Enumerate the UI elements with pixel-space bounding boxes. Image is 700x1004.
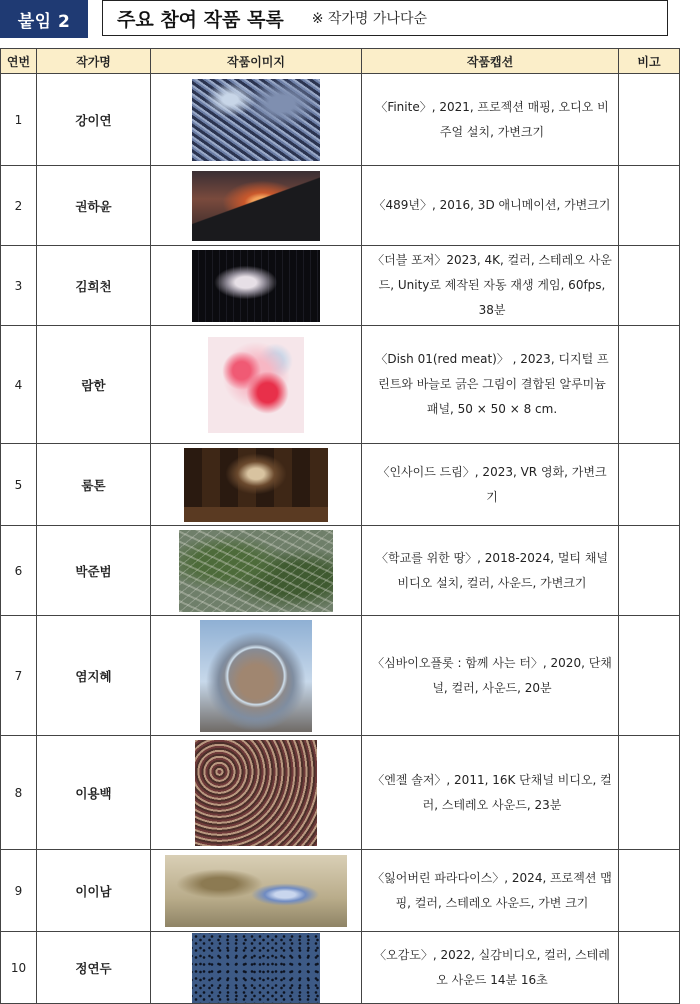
artwork-image-cell [151,326,362,444]
row-number: 6 [1,526,37,616]
artwork-image-cell [151,526,362,616]
row-number: 8 [1,736,37,850]
remarks-cell [619,74,680,166]
artwork-caption: 〈더블 포저〉2023, 4K, 컬러, 스테레오 사운드, Unity로 제작된 자동 재생 게임, 60fps, 38분 [362,246,619,326]
remarks-cell [619,736,680,850]
table-row [1,444,680,526]
table-row [1,736,680,850]
artist-name: 룸톤 [37,444,151,526]
artwork-image-cell [151,616,362,736]
artwork-caption: 〈Finite〉, 2021, 프로젝션 매핑, 오디오 비주얼 설치, 가변크기 [362,74,619,166]
artwork-image-cell [151,736,362,850]
table-row [1,526,680,616]
sort-note: ※ 작가명 가나다순 [311,11,427,27]
table-row [1,326,680,444]
artwork-caption: 〈인사이드 드림〉, 2023, VR 영화, 가변크기 [362,444,619,526]
column-header-artist: 작가명 [37,49,151,74]
row-number: 4 [1,326,37,444]
remarks-cell [619,526,680,616]
artwork-image [184,448,328,522]
row-number: 9 [1,850,37,932]
artist-name: 람한 [37,326,151,444]
row-number: 10 [1,932,37,1004]
artwork-image-cell [151,74,362,166]
column-header-image: 작품이미지 [151,49,362,74]
column-header-caption: 작품캡션 [362,49,619,74]
artwork-image-cell [151,246,362,326]
row-number: 2 [1,166,37,246]
artwork-image [195,740,317,846]
page-title: 주요 참여 작품 목록 [117,8,284,31]
remarks-cell [619,166,680,246]
artwork-image [200,620,312,732]
remarks-cell [619,246,680,326]
document-header [0,0,700,38]
row-number: 5 [1,444,37,526]
artwork-image-cell [151,444,362,526]
artwork-image [192,79,320,161]
artwork-caption: 〈심바이오플롯 : 함께 사는 터〉, 2020, 단채널, 컬러, 사운드, 20분 [362,616,619,736]
artwork-image [179,530,333,612]
title-box [102,0,668,36]
artwork-caption: 〈잃어버린 파라다이스〉, 2024, 프로젝션 맵핑, 컬러, 스테레오 사운드, 가변 크기 [362,850,619,932]
table-row [1,246,680,326]
table-row [1,850,680,932]
column-header-note: 비고 [619,49,680,74]
table-row [1,616,680,736]
artwork-caption: 〈엔젤 솔저〉, 2011, 16K 단채널 비디오, 컬러, 스테레오 사운드, 23분 [362,736,619,850]
artist-name: 강이연 [37,74,151,166]
remarks-cell [619,850,680,932]
artwork-image [165,855,347,927]
artist-name: 이용백 [37,736,151,850]
artwork-caption: 〈학교를 위한 땅〉, 2018-2024, 멀티 채널 비디오 설치, 컬러, 사운드, 가변크기 [362,526,619,616]
table-row [1,932,680,1004]
artwork-table [0,48,680,1004]
remarks-cell [619,616,680,736]
row-number: 3 [1,246,37,326]
artwork-caption: 〈오감도〉, 2022, 실감비디오, 컬러, 스테레오 사운드 14분 16초 [362,932,619,1004]
remarks-cell [619,444,680,526]
row-number: 7 [1,616,37,736]
artwork-image [192,933,320,1003]
artwork-table-wrapper [0,48,679,1004]
artist-name: 김희천 [37,246,151,326]
artwork-image [192,250,320,322]
artwork-image-cell [151,932,362,1004]
artist-name: 정연두 [37,932,151,1004]
artwork-caption: 〈Dish 01(red meat)〉 , 2023, 디지털 프린트와 바늘로 긁은 그림이 결합된 알루미늄 패널, 50 × 50 × 8 cm. [362,326,619,444]
column-header-number: 연번 [1,49,37,74]
artist-name: 권하윤 [37,166,151,246]
remarks-cell [619,326,680,444]
artist-name: 염지혜 [37,616,151,736]
table-row [1,74,680,166]
artwork-image-cell [151,166,362,246]
artwork-caption: 〈489년〉, 2016, 3D 애니메이션, 가변크기 [362,166,619,246]
artist-name: 박준범 [37,526,151,616]
artist-name: 이이남 [37,850,151,932]
row-number: 1 [1,74,37,166]
table-header-row [1,49,680,74]
attachment-badge: 붙임 2 [0,0,88,38]
remarks-cell [619,932,680,1004]
table-row [1,166,680,246]
artwork-image [208,337,304,433]
artwork-image [192,171,320,241]
artwork-image-cell [151,850,362,932]
